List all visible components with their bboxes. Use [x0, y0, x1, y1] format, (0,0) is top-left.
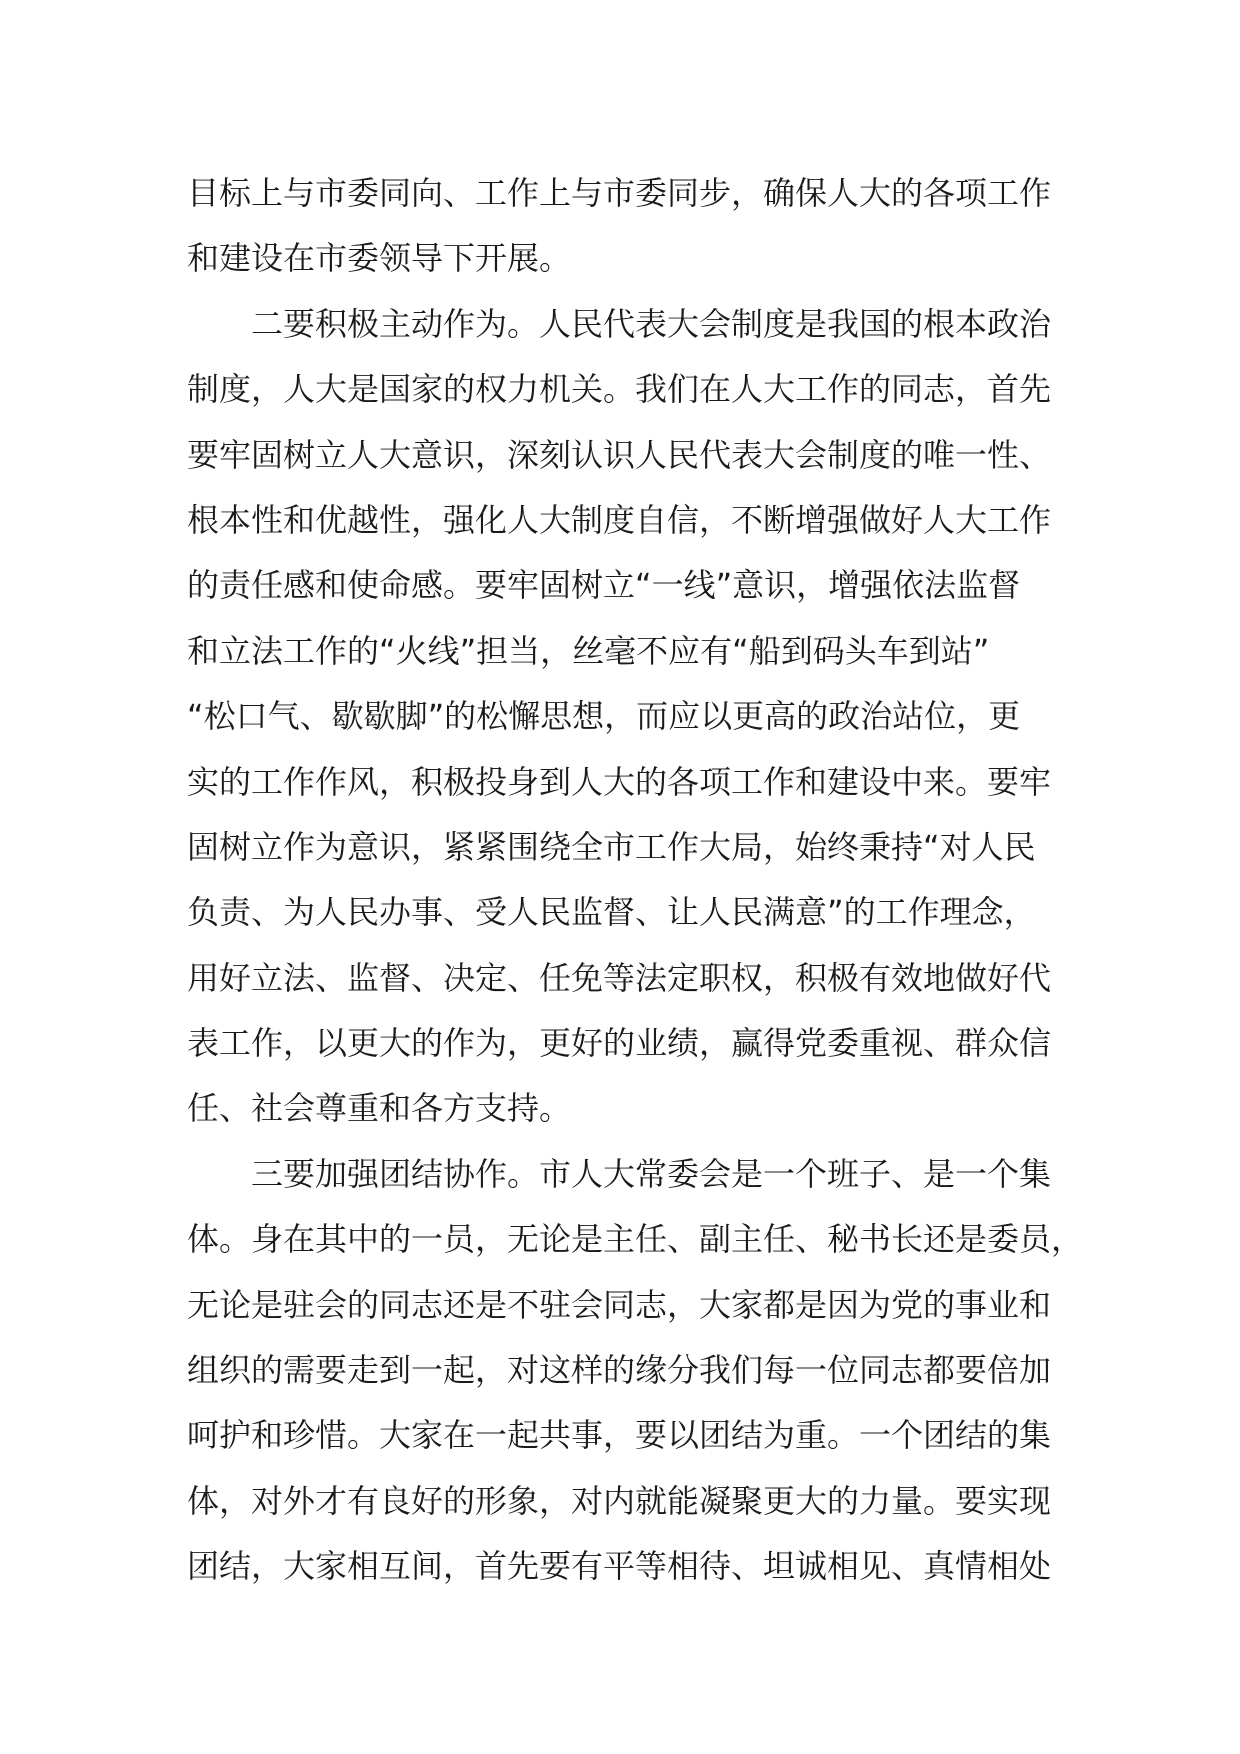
- text-line: 三要加强团结协作。市人大常委会是一个班子、是一个集: [187, 1154, 1052, 1193]
- text-line: 无论是驻会的同志还是不驻会同志，大家都是因为党的事业和: [187, 1285, 1052, 1324]
- text-line: 制度，人大是国家的权力机关。我们在人大工作的同志，首先: [187, 370, 1052, 409]
- text-line: 实的工作作风，积极投身到人大的各项工作和建设中来。要牢: [187, 762, 1052, 801]
- text-line: 和建设在市委领导下开展。: [187, 239, 572, 278]
- text-line: 固树立作为意识，紧紧围绕全市工作大局，始终秉持“对人民: [187, 827, 1036, 866]
- text-line: 要牢固树立人大意识，深刻认识人民代表大会制度的唯一性、: [187, 435, 1052, 474]
- text-line: 表工作，以更大的作为，更好的业绩，赢得党委重视、群众信: [187, 1024, 1052, 1063]
- text-line: 和立法工作的“火线”担当，丝毫不应有“船到码头车到站”: [187, 631, 990, 670]
- text-line: 呵护和珍惜。大家在一起共事，要以团结为重。一个团结的集: [187, 1416, 1052, 1455]
- text-line: 根本性和优越性，强化人大制度自信，不断增强做好人大工作: [187, 500, 1052, 539]
- text-line: 二要积极主动作为。人民代表大会制度是我国的根本政治: [187, 304, 1052, 343]
- body-text: [187, 161, 1107, 1600]
- text-line: 用好立法、监督、决定、任免等法定职权，积极有效地做好代: [187, 958, 1052, 997]
- text-line: 目标上与市委同向、工作上与市委同步，确保人大的各项工作: [187, 174, 1052, 212]
- text-line: 负责、为人民办事、受人民监督、让人民满意”的工作理念，: [187, 893, 1036, 932]
- text-line: 体。身在其中的一员，无论是主任、副主任、秘书长还是委员，: [187, 1220, 1084, 1259]
- text-line: 的责任感和使命感。要牢固树立“一线”意识，增强依法监督: [187, 566, 1021, 605]
- text-line: 团结，大家相互间，首先要有平等相待、坦诚相见、真情相处: [187, 1547, 1052, 1586]
- text-line: 体，对外才有良好的形象，对内就能凝聚更大的力量。要实现: [187, 1481, 1052, 1520]
- text-line: 任、社会尊重和各方支持。: [187, 1089, 572, 1128]
- text-line: “松口气、歇歇脚”的松懈思想，而应以更高的政治站位，更: [187, 697, 1021, 736]
- text-line: 组织的需要走到一起，对这样的缘分我们每一位同志都要倍加: [187, 1351, 1052, 1390]
